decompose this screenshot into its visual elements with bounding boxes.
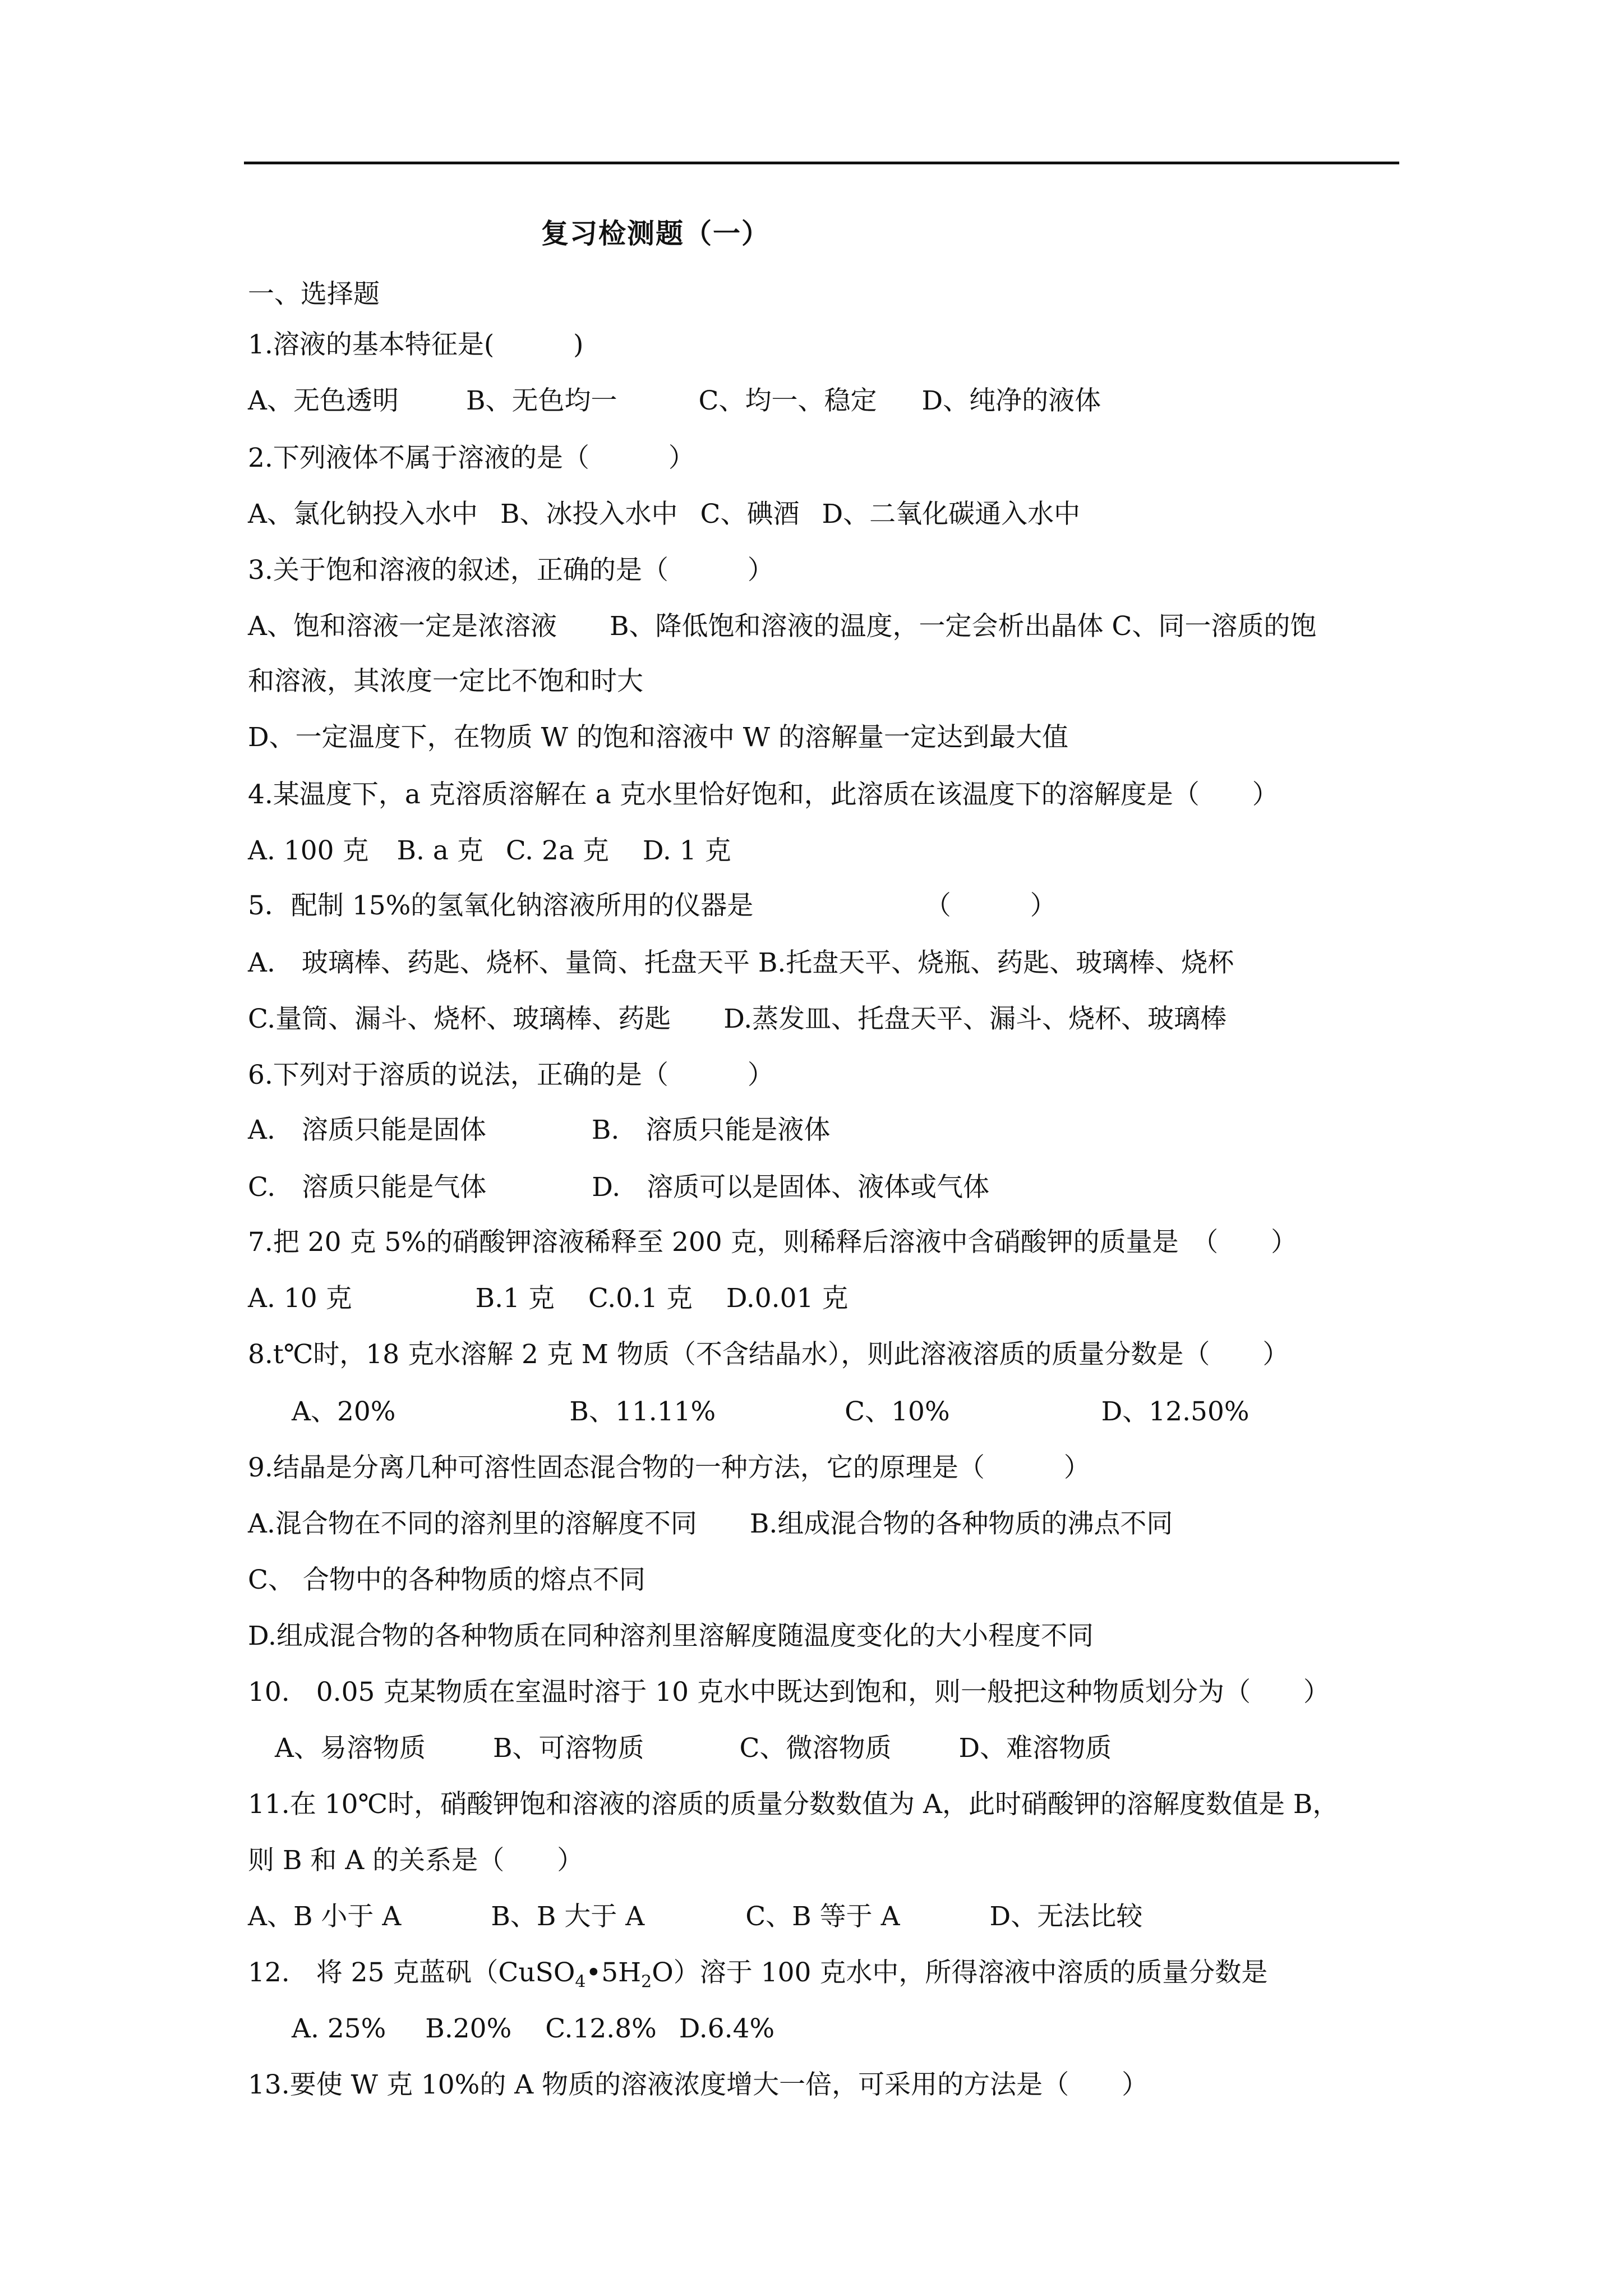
question-2-options	[248, 498, 1080, 531]
q11-option-a: A、B 小于 A	[248, 1901, 402, 1932]
q11-option-c: C、B 等于 A	[745, 1901, 900, 1932]
q12-option-a: A. 25%	[292, 2013, 386, 2044]
question-5-stem: 5．配制 15%的氢氧化钠溶液所用的仪器是 （ ）	[248, 890, 1057, 921]
question-12-stem	[248, 1956, 1267, 1999]
question-5-line-2: C.量筒、漏斗、烧杯、玻璃棒、药匙 D.蒸发皿、托盘天平、漏斗、烧杯、玻璃棒	[248, 1004, 1227, 1034]
question-7-stem: 7.把 20 克 5%的硝酸钾溶液稀释至 200 克，则稀释后溶液中含硝酸钾的质量是 （ ）	[248, 1227, 1298, 1258]
question-7-options	[248, 1282, 848, 1315]
section-heading: 一、选择题	[248, 279, 380, 310]
question-11-stem: 11.在 10℃时，硝酸钾饱和溶液的溶质的质量分数数值为 A，此时硝酸钾的溶解度数值是 B，	[248, 1789, 1339, 1820]
question-12-options	[292, 2012, 774, 2046]
q4-option-a: A. 100 克	[248, 835, 369, 866]
question-13-stem: 13.要使 W 克 10%的 A 物质的溶液浓度增大一倍，可采用的方法是（ ）	[248, 2069, 1149, 2100]
question-10-stem: 10. 0.05 克某物质在室温时溶于 10 克水中既达到饱和，则一般把这种物质划分为（ ）	[248, 1677, 1330, 1708]
q2-option-d: D、二氧化碳通入水中	[822, 499, 1081, 530]
q12-stem-part-b: •5H	[585, 1957, 642, 1988]
q4-option-b: B. a 克	[396, 835, 483, 866]
q2-option-c: C、碘酒	[700, 499, 800, 530]
q1-option-d: D、纯净的液体	[921, 385, 1101, 416]
q10-option-b: B、可溶物质	[492, 1733, 644, 1764]
q1-option-c: C、均一、稳定	[698, 385, 877, 416]
q4-option-d: D. 1 克	[642, 835, 731, 866]
question-10-options	[275, 1732, 1112, 1765]
question-8-stem: 8.t℃时，18 克水溶解 2 克 M 物质（不含结晶水），则此溶液溶质的质量分数是（ ）	[248, 1339, 1289, 1370]
page-title: 复习检测题（一）	[541, 217, 771, 250]
header-rule	[244, 162, 1399, 164]
q11-option-b: B、B 大于 A	[491, 1901, 645, 1932]
q8-option-c: C、10%	[845, 1396, 950, 1427]
q7-option-d: D.0.01 克	[726, 1283, 849, 1314]
q7-option-b: B.1 克	[475, 1283, 555, 1314]
q2-option-b: B、冰投入水中	[500, 499, 678, 530]
q12-subscript-2: 2	[641, 1972, 652, 1992]
question-9-stem: 9.结晶是分离几种可溶性固态混合物的一种方法，它的原理是（ ）	[248, 1452, 1090, 1483]
question-1-stem: 1.溶液的基本特征是( )	[248, 329, 584, 360]
q12-subscript-4: 4	[575, 1972, 586, 1992]
question-4-stem: 4.某温度下，a 克溶质溶解在 a 克水里恰好饱和，此溶质在该温度下的溶解度是（ ）	[248, 779, 1279, 810]
q8-option-b: B、11.11%	[569, 1396, 716, 1427]
question-3-line-3: D、一定温度下，在物质 W 的饱和溶液中 W 的溶解量一定达到最大值	[248, 722, 1069, 753]
question-1-options	[248, 384, 1101, 418]
q12-stem-part-c: O）溶于 100 克水中，所得溶液中溶质的质量分数是	[652, 1957, 1268, 1988]
q4-option-c: C. 2a 克	[505, 835, 609, 866]
q12-stem-part-a: 12. 将 25 克蓝矾（CuSO	[248, 1957, 575, 1988]
q12-option-d: D.6.4%	[679, 2013, 775, 2044]
question-4-options	[248, 834, 731, 868]
q10-option-a: A、易溶物质	[275, 1733, 426, 1764]
question-3-line-1: A、饱和溶液一定是浓溶液 B、降低饱和溶液的温度，一定会析出晶体 C、同一溶质的饱	[248, 611, 1317, 642]
q11-option-d: D、无法比较	[989, 1901, 1143, 1932]
q1-option-b: B、无色均一	[465, 385, 617, 416]
q10-option-c: C、微溶物质	[739, 1733, 892, 1764]
question-9-line-1: A.混合物在不同的溶剂里的溶解度不同 B.组成混合物的各种物质的沸点不同	[248, 1508, 1173, 1539]
q12-option-b: B.20%	[425, 2013, 512, 2044]
question-6-line-2: C. 溶质只能是气体 D. 溶质可以是固体、液体或气体	[248, 1172, 990, 1203]
question-9-line-2: C、 合物中的各种物质的熔点不同	[248, 1565, 645, 1595]
q8-option-d: D、12.50%	[1101, 1396, 1249, 1427]
question-6-line-1: A. 溶质只能是固体 B. 溶质只能是液体	[248, 1115, 831, 1145]
question-8-options	[292, 1395, 1249, 1429]
question-2-stem: 2.下列液体不属于溶液的是（ ）	[248, 443, 695, 473]
q12-option-c: C.12.8%	[545, 2013, 657, 2044]
q1-option-a: A、无色透明	[248, 385, 399, 416]
q2-option-a: A、氯化钠投入水中	[248, 499, 478, 530]
question-6-stem: 6.下列对于溶质的说法，正确的是（ ）	[248, 1060, 774, 1091]
q8-option-a: A、20%	[292, 1396, 396, 1427]
question-5-line-1: A. 玻璃棒、药匙、烧杯、量筒、托盘天平 B.托盘天平、烧瓶、药匙、玻璃棒、烧杯	[248, 947, 1234, 978]
q7-option-c: C.0.1 克	[588, 1283, 693, 1314]
q10-option-d: D、难溶物质	[958, 1733, 1112, 1764]
question-3-line-2: 和溶液，其浓度一定比不饱和时大	[248, 666, 643, 697]
question-11-options	[248, 1900, 1142, 1934]
question-3-stem: 3.关于饱和溶液的叙述，正确的是（ ）	[248, 555, 774, 586]
question-9-line-3: D.组成混合物的各种物质在同种溶剂里溶解度随温度变化的大小程度不同	[248, 1621, 1094, 1651]
question-11-line-2: 则 B 和 A 的关系是（ ）	[248, 1845, 584, 1876]
q7-option-a: A. 10 克	[248, 1283, 352, 1314]
